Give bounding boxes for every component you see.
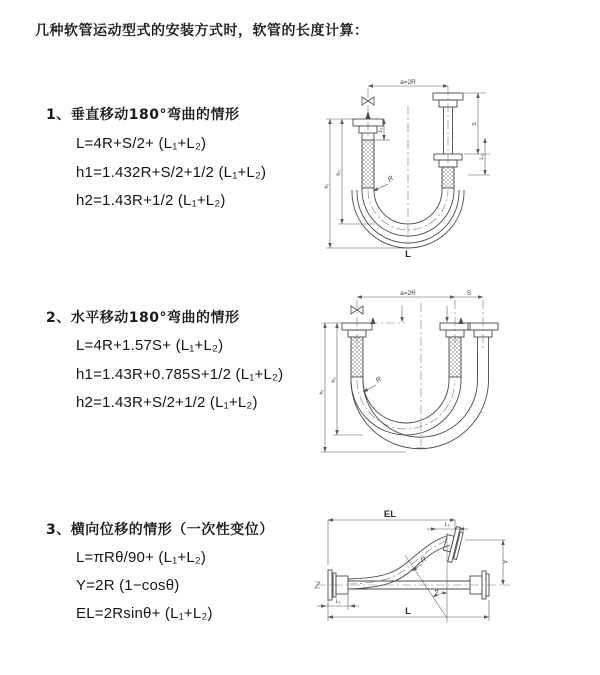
movement-arrow-icon xyxy=(365,111,370,119)
angle-construction xyxy=(405,533,447,623)
section3-formula-el: EL=2Rsinθ+ (L₁+L₂) xyxy=(76,605,213,622)
dim-label-l2: L₂ xyxy=(479,154,485,160)
tilted-flange xyxy=(441,525,464,564)
diagram-lateral-displacement xyxy=(305,505,600,655)
dim-label-l1-bottom: L₁ xyxy=(335,599,341,605)
dim-label-l: L xyxy=(405,606,411,617)
section3-formula-l: L=πRθ/90+ (L₁+L₂) xyxy=(76,549,207,566)
dim-label-y: Y xyxy=(503,559,510,565)
valve-icon xyxy=(362,97,374,105)
dim-label-h2: h₂ xyxy=(336,170,342,176)
page-title: 几种软管运动型式的安装方式时，软管的长度计算： xyxy=(35,23,369,39)
section2-formula-h1: h1=1.43R+0.785S+1/2 (L₁+L₂) xyxy=(76,366,284,383)
radius-label: R xyxy=(386,174,396,184)
radius-label: R xyxy=(419,555,429,565)
section2-heading: 2、水平移动180°弯曲的情形 xyxy=(46,310,240,326)
section1-formula-h2: h2=1.43R+1/2 (L₁+L₂) xyxy=(76,192,226,209)
radius-label: R xyxy=(374,375,384,385)
section3-heading: 3、横向位移的情形（一次性变位） xyxy=(46,522,274,538)
dim-label-l1: L₁ xyxy=(378,127,384,133)
centerlines xyxy=(368,86,448,238)
dim-label-h1: h₁ xyxy=(319,389,325,395)
section1-formula-h1: h1=1.432R+S/2+1/2 (L₁+L₂) xyxy=(76,164,267,181)
angle-label: θ xyxy=(435,588,439,595)
section2-formula-l: L=4R+1.57S+ (L₁+L₂) xyxy=(76,337,224,354)
dim-label-a2r: a=2R xyxy=(400,79,416,86)
section2-formula-h2: h2=1.43R+S/2+1/2 (L₁+L₂) xyxy=(76,394,258,411)
length-label: L xyxy=(405,249,411,260)
hose-drawing xyxy=(342,323,498,449)
dim-label-s: S xyxy=(472,122,478,126)
dim-label-h1: h₁ xyxy=(324,183,330,189)
section1-heading: 1、垂直移动180°弯曲的情形 xyxy=(46,107,240,123)
diagram-vertical-180-bend xyxy=(318,78,503,260)
dim-label-h2: h₂ xyxy=(331,377,337,383)
dim-label-el: EL xyxy=(383,509,397,520)
hose-drawing xyxy=(328,525,489,600)
diagram-horizontal-180-bend xyxy=(313,288,508,458)
section3-formula-y: Y=2R (1−cosθ) xyxy=(76,577,180,594)
dim-label-s: S xyxy=(466,290,472,297)
dim-label-a2r: a=2R xyxy=(400,290,416,297)
dim-label-l1-top: L₁ xyxy=(444,522,450,528)
section1-formula-l: L=4R+S/2+ (L₁+L₂) xyxy=(76,135,207,152)
centerlines xyxy=(357,300,483,446)
